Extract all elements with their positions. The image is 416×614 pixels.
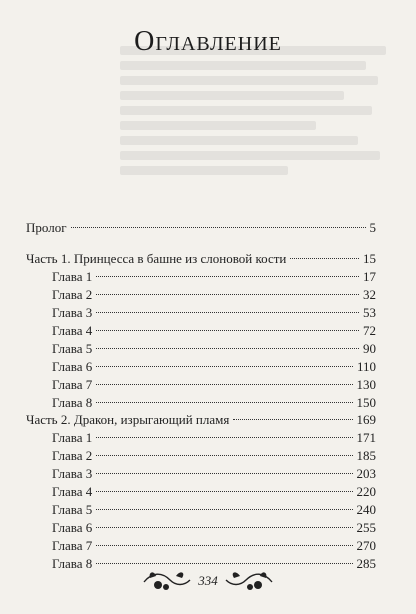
toc-chapter-row xyxy=(26,465,376,483)
dot-leader xyxy=(96,294,359,295)
toc-page-number: 110 xyxy=(356,359,376,374)
dot-leader xyxy=(96,491,352,492)
toc-page-number: 220 xyxy=(356,484,376,499)
dot-leader xyxy=(96,402,352,403)
dot-leader xyxy=(96,455,352,456)
toc-page-number: 169 xyxy=(356,412,376,427)
toc-page-number: 203 xyxy=(356,466,376,481)
dot-leader xyxy=(96,437,352,438)
toc-entry-label: Часть 2. Дракон, изрыгающий пламя xyxy=(26,412,230,427)
toc-chapter-row xyxy=(26,483,376,501)
toc-part-row xyxy=(26,250,376,268)
toc-chapter-row xyxy=(26,394,376,412)
toc-entry-label: Глава 1 xyxy=(52,430,93,445)
toc-entry-label: Пролог xyxy=(26,220,67,235)
dot-leader xyxy=(96,312,359,313)
toc-entry-label: Глава 2 xyxy=(52,448,93,463)
page-number: 334 xyxy=(198,573,218,588)
bleed-through-text xyxy=(120,40,400,210)
toc-chapter-row xyxy=(26,304,376,322)
toc-page-number: 5 xyxy=(369,220,376,235)
dot-leader xyxy=(96,545,352,546)
toc-part-row xyxy=(26,219,376,237)
floral-ornament-icon xyxy=(140,568,194,594)
page-title: Оглавление xyxy=(134,26,282,57)
dot-leader xyxy=(96,384,352,385)
dot-leader xyxy=(96,473,352,474)
toc-chapter-row xyxy=(26,376,376,394)
toc-entry-label: Часть 1. Принцесса в башне из слоновой кости xyxy=(26,251,287,266)
floral-ornament-icon xyxy=(222,568,276,594)
page-footer xyxy=(0,566,416,596)
toc-page-number: 90 xyxy=(363,341,376,356)
dot-leader xyxy=(96,276,359,277)
toc-entry-label: Глава 5 xyxy=(52,502,93,517)
toc-entry-label: Глава 1 xyxy=(52,269,93,284)
toc-entry-label: Глава 2 xyxy=(52,287,93,302)
toc-page-number: 17 xyxy=(363,269,376,284)
toc-page-number: 32 xyxy=(363,287,376,302)
toc-entry-label: Глава 7 xyxy=(52,377,93,392)
toc-entry-label: Глава 6 xyxy=(52,359,93,374)
dot-leader xyxy=(290,258,359,259)
toc-entry-label: Глава 4 xyxy=(52,323,93,338)
toc-page-number: 15 xyxy=(363,251,376,266)
toc-entry-label: Глава 8 xyxy=(52,556,93,571)
dot-leader xyxy=(96,330,359,331)
toc-entry-label: Глава 3 xyxy=(52,466,93,481)
toc-chapter-row xyxy=(26,340,376,358)
dot-leader xyxy=(233,419,352,420)
toc-entry-label: Глава 5 xyxy=(52,341,93,356)
toc-chapter-row xyxy=(26,537,376,555)
toc-page-number: 72 xyxy=(363,323,376,338)
toc-page-number: 130 xyxy=(356,377,376,392)
toc-entry-label: Глава 3 xyxy=(52,305,93,320)
dot-leader xyxy=(71,227,366,228)
toc-chapter-row xyxy=(26,358,376,376)
toc-chapter-row xyxy=(26,519,376,537)
toc-page-number: 270 xyxy=(356,538,376,553)
toc-part-row xyxy=(26,411,376,429)
toc-page-number: 185 xyxy=(356,448,376,463)
dot-leader xyxy=(96,563,352,564)
dot-leader xyxy=(96,366,353,367)
toc-page-number: 255 xyxy=(356,520,376,535)
toc-entry-label: Глава 7 xyxy=(52,538,93,553)
toc-chapter-row xyxy=(26,429,376,447)
toc-page-number: 285 xyxy=(356,556,376,571)
toc-chapter-row xyxy=(26,447,376,465)
toc-entry-label: Глава 4 xyxy=(52,484,93,499)
dot-leader xyxy=(96,509,352,510)
toc-chapter-row xyxy=(26,268,376,286)
toc-chapter-row xyxy=(26,501,376,519)
toc-page-number: 240 xyxy=(356,502,376,517)
toc-entry-label: Глава 8 xyxy=(52,395,93,410)
toc-page-number: 53 xyxy=(363,305,376,320)
toc-chapter-row xyxy=(26,322,376,340)
toc-page-number: 150 xyxy=(356,395,376,410)
dot-leader xyxy=(96,348,359,349)
toc-entry-label: Глава 6 xyxy=(52,520,93,535)
toc-page-number: 171 xyxy=(356,430,376,445)
dot-leader xyxy=(96,527,352,528)
toc-chapter-row xyxy=(26,286,376,304)
